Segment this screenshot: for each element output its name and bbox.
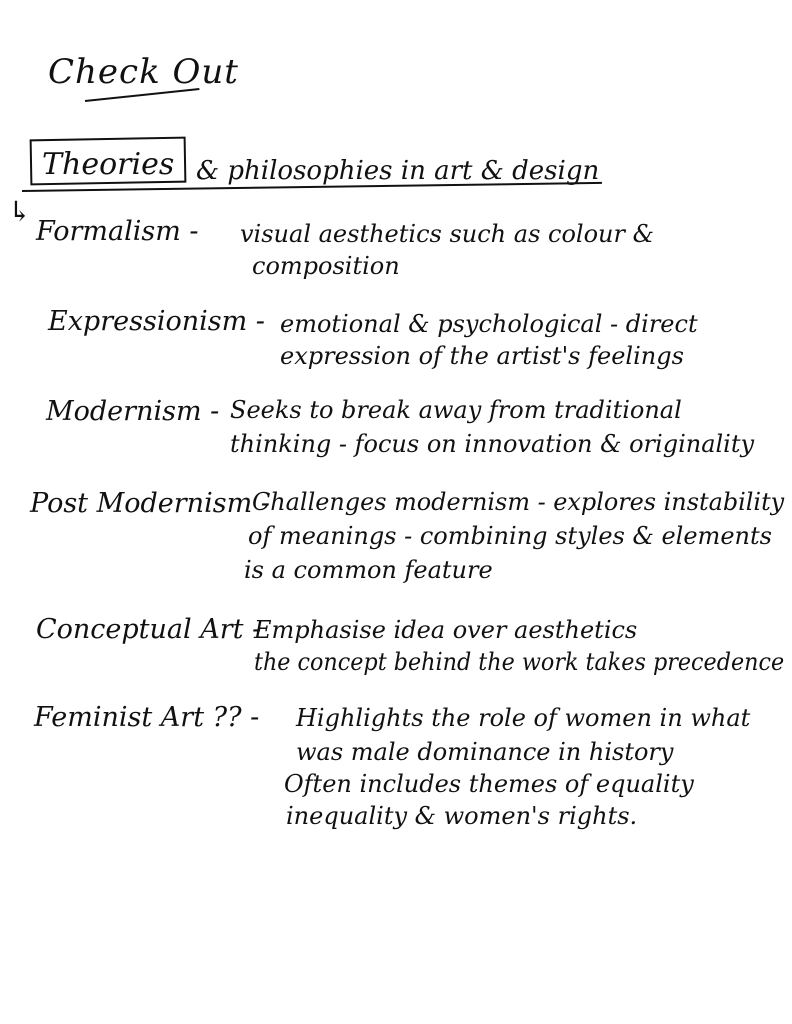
entry-term-conceptual-art: Conceptual Art - (36, 614, 262, 645)
entry-line: is a common feature (244, 556, 493, 584)
heading-rest: & philosophies in art & design (196, 156, 600, 186)
entry-term-expressionism: Expressionism - (48, 306, 265, 337)
entry-line: emotional & psychological - direct (280, 310, 698, 338)
entry-line: was male dominance in history (296, 738, 674, 766)
entry-term-feminist-art: Feminist Art ?? - (34, 702, 260, 733)
entry-line: Challenges modernism - explores instability (252, 488, 785, 516)
entry-line: expression of the artist's feelings (280, 342, 684, 370)
entry-line: visual aesthetics such as colour & (240, 220, 654, 248)
heading-boxed-word: Theories (42, 147, 175, 182)
entry-line: Highlights the role of women in what (296, 704, 751, 732)
entry-line: the concept behind the work takes precedence (254, 648, 785, 676)
entry-term-modernism: Modernism - (46, 396, 220, 427)
entry-line: Often includes themes of equality (284, 770, 694, 798)
entry-line: inequality & women's rights. (286, 802, 638, 830)
entry-line: Seeks to break away from traditional (230, 396, 682, 424)
entry-term-formalism: Formalism - (36, 216, 199, 247)
down-right-arrow-icon: ↳ (8, 195, 32, 228)
entry-line: thinking - focus on innovation & originality (230, 430, 755, 458)
page-title: Check Out (48, 52, 239, 92)
entry-line: composition (252, 252, 400, 280)
entry-line: Emphasise idea over aesthetics (254, 616, 638, 644)
entry-term-post-modernism: Post Modernism - (30, 488, 270, 519)
entry-line: of meanings - combining styles & elements (248, 522, 772, 550)
